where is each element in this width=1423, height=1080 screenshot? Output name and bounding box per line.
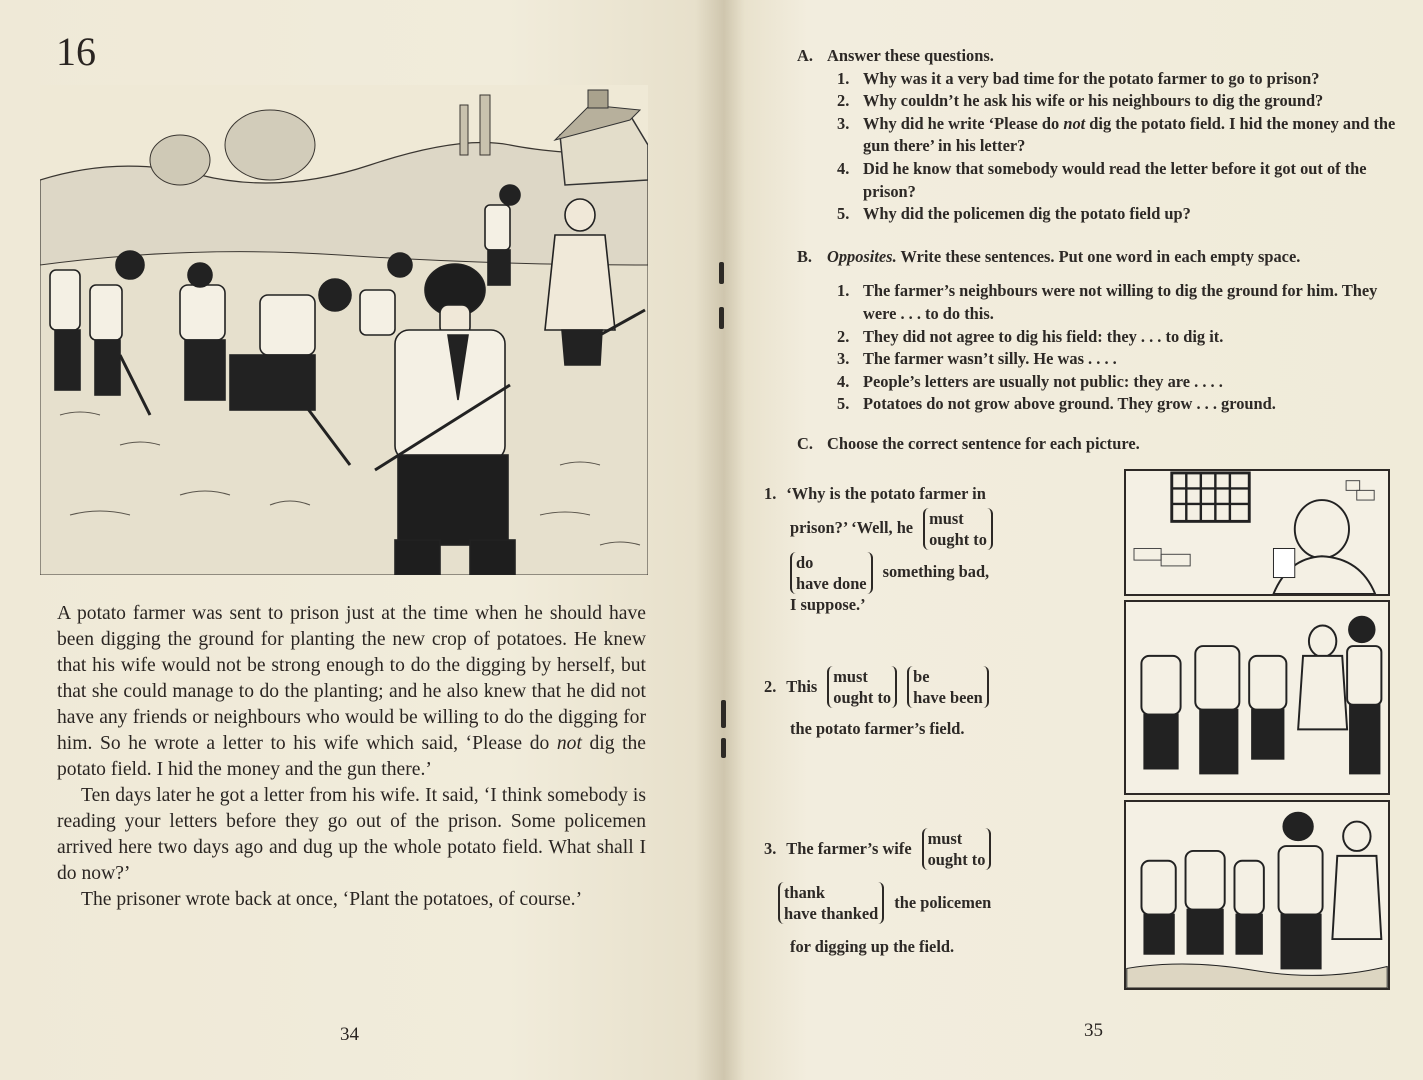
choice-modal-2: must ought to (827, 666, 897, 708)
page-number-left: 34 (340, 1024, 359, 1045)
choice-item-3: 3. The farmer’s wife must ought to thank have thanked the policemen for digging up the field. (764, 829, 992, 956)
story-illustration (40, 85, 648, 575)
section-c-heading: C. Choose the correct sentence for each picture. (797, 433, 1140, 453)
question-b4: 4. People’s letters are usually not public: they are . . . . (837, 371, 1223, 391)
picture-panel-2 (1124, 600, 1390, 795)
section-b-questions (837, 280, 1407, 416)
prisoner-cell-picture (1126, 471, 1388, 594)
question-b2: 2. They did not agree to dig his field: they . . . to dig it. (837, 326, 1224, 346)
choice-item-2: 2. This must ought to be have been the potato farmer’s field. (764, 666, 989, 741)
chapter-number: 16 (56, 29, 96, 74)
question-a4: 4. Did he know that somebody would read the letter before it got out of the prison? (837, 158, 1367, 201)
emphasis-not: not (556, 733, 582, 754)
question-b3: 3. The farmer wasn’t silly. He was . . . . (837, 349, 1117, 369)
choice-verb-2: be have been (907, 666, 989, 708)
staple-bottom (721, 700, 726, 728)
policemen-field-picture (1126, 602, 1388, 793)
policemen-leaving-picture (1126, 802, 1388, 988)
choice-verb-3: thank have thanked (778, 882, 884, 924)
page-number-right: 35 (1084, 1020, 1103, 1041)
question-a5: 5. Why did the policemen dig the potato field up? (837, 204, 1191, 224)
picture-panel-3 (1124, 800, 1390, 990)
story-paragraph-3: The prisoner wrote back at once, ‘Plant the potatoes, of course.’ (81, 889, 583, 910)
section-b (797, 246, 1407, 416)
section-a (797, 45, 1407, 226)
staple-bottom-2 (721, 738, 726, 758)
section-b-heading: B. Opposites. Write these sentences. Put one word in each empty space. (797, 246, 1301, 266)
story-paragraph-2: Ten days later he got a letter from his wife. It said, ‘I think somebody is reading your letters before they go out of the prison. Some policemen arrived here two days ago and dug up the whole potato field. What shall I do now?’ (57, 785, 646, 884)
question-b5: 5. Potatoes do not grow above ground. They grow . . . ground. (837, 394, 1276, 414)
choice-modal-1: must ought to (923, 508, 993, 550)
choice-modal-3: must ought to (922, 828, 992, 870)
policemen-digging-illustration (40, 85, 648, 575)
story-text (57, 601, 646, 913)
right-page (724, 0, 1423, 1080)
story-paragraph-1: A potato farmer was sent to prison just at the time when he should have been digging the ground for planting the new crop of potatoes. He knew that his wife would not be strong enough to do the digging by herself, but that she could manage to do the planting; and he also knew that he did not have any friends or neighbours who would be willing to do the digging for him. So he wrote a letter to his wife which said, ‘Please do not dig the potato field. I hid the money and the gun there.’ (57, 603, 647, 780)
question-a3: 3. Why did he write ‘Please do not dig the potato field. I hid the money and the gun there’ in his letter? (837, 113, 1396, 156)
picture-panel-1 (1124, 469, 1390, 596)
question-a1: 1. Why was it a very bad time for the potato farmer to go to prison? (837, 68, 1320, 88)
section-a-heading: A. Answer these questions. (797, 46, 994, 65)
exercises (797, 45, 1407, 456)
section-a-questions (837, 68, 1407, 226)
choice-verb-1: do have done (790, 552, 873, 594)
section-c (797, 433, 1407, 456)
choice-item-1: 1. ‘Why is the potato farmer in prison?’ ‘Well, he must ought to do have done something bad, I suppose.’ (764, 483, 993, 616)
question-b1: 1. The farmer’s neighbours were not willing to dig the ground for him. They were . . . to do this. (837, 281, 1378, 323)
question-a2: 2. Why couldn’t he ask his wife or his neighbours to dig the ground? (837, 91, 1324, 111)
